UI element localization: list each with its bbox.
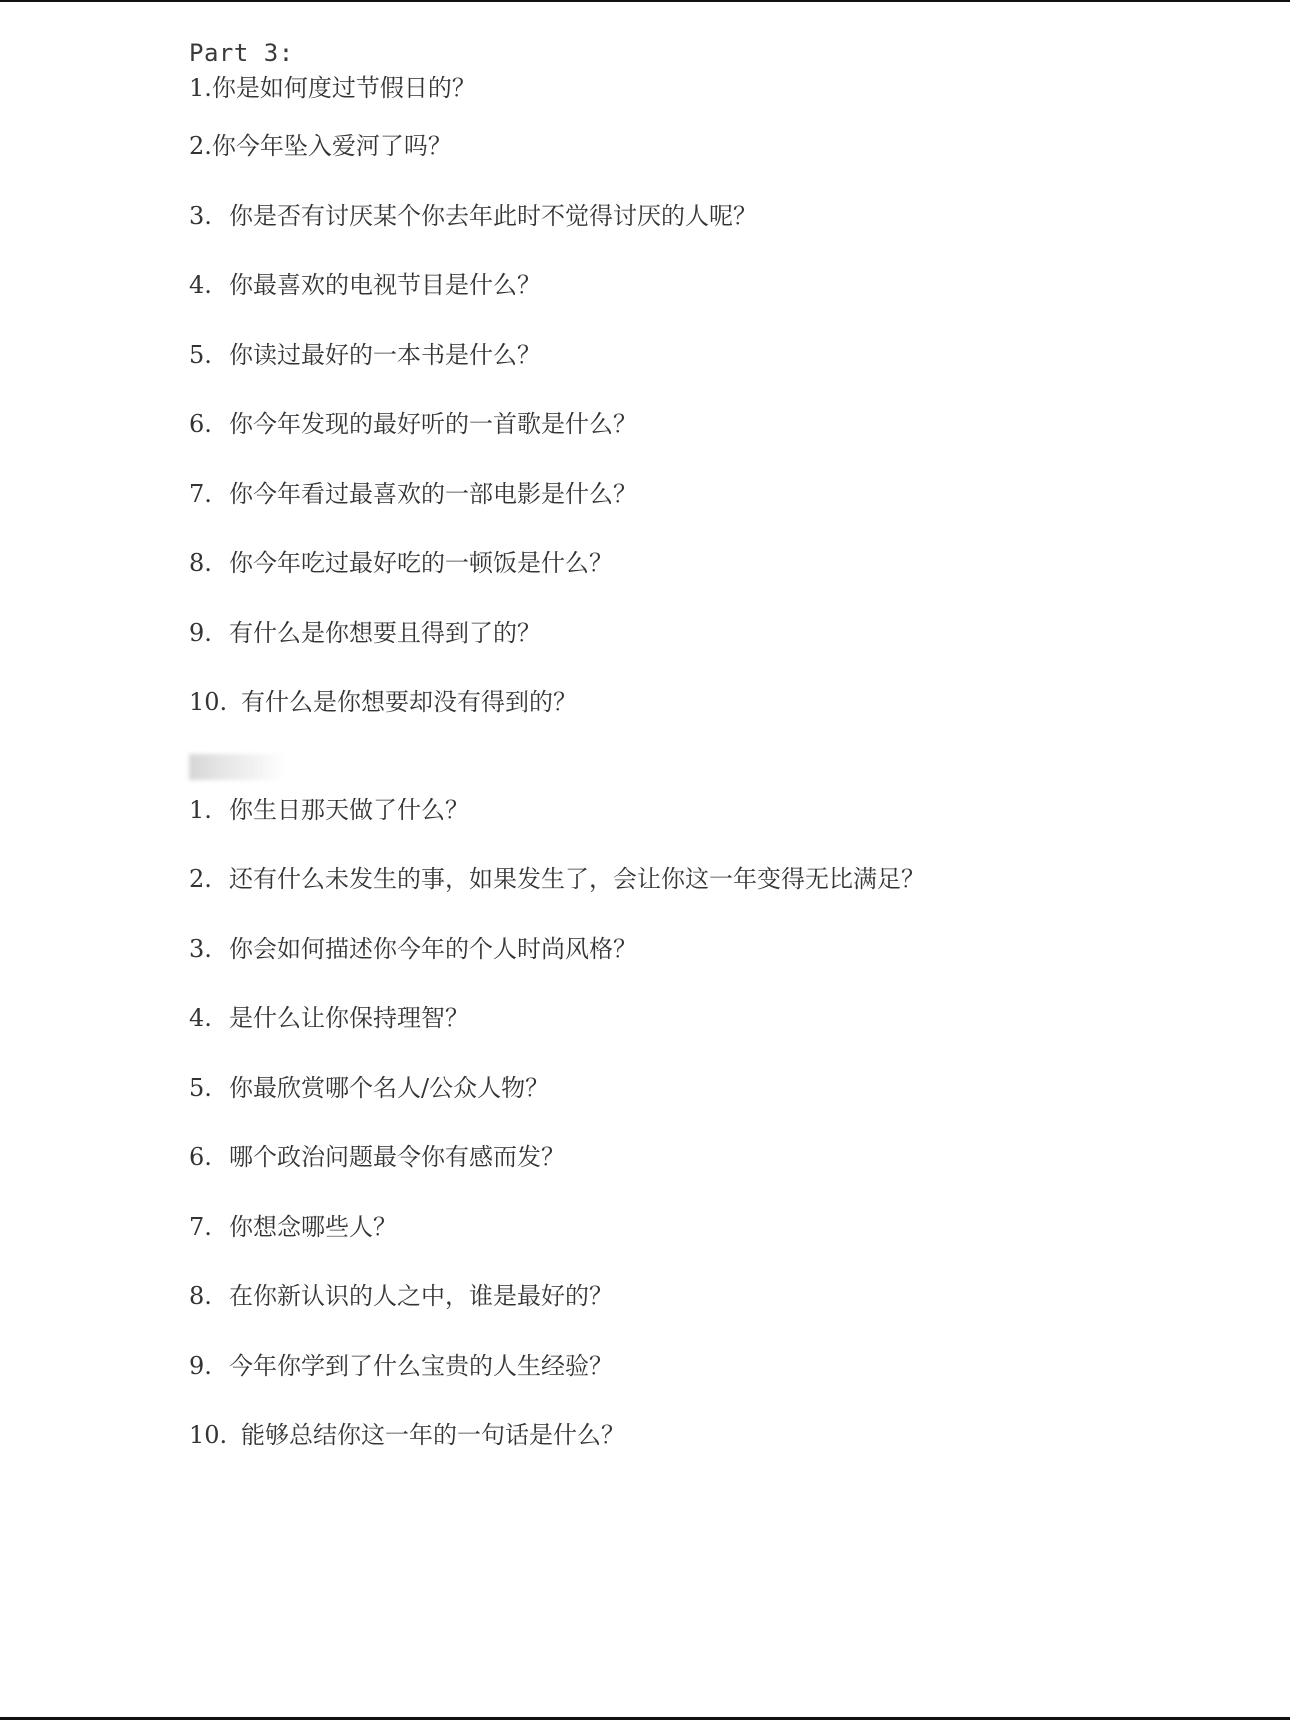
question-text: 哪个政治问题最令你有感而发？ [229,1143,565,1171]
question-text: 你是如何度过节假日的？ [211,74,476,102]
question-number: 4. [189,1004,212,1032]
question-number: 2. [189,132,212,160]
question-number: 5. [189,1073,212,1102]
question-item [189,1000,1229,1070]
question-item [189,267,1229,337]
question-text: 你今年看过最喜欢的一部电影是什么？ [229,479,637,508]
question-text: 能够总结你这一年的一句话是什么？ [241,1421,625,1449]
question-number: 6. [189,1143,212,1171]
question-item [189,931,1229,1001]
question-text: 你最欣赏哪个名人/公众人物？ [229,1073,550,1102]
question-number: 6. [189,410,212,438]
blurred-section-heading [189,754,284,780]
question-text: 你最喜欢的电视节目是什么？ [229,271,541,299]
question-text: 还有什么未发生的事，如果发生了，会让你这一年变得无比满足？ [229,865,925,893]
question-text: 有什么是你想要且得到了的？ [229,618,541,647]
question-text: 你今年吃过最好吃的一顿饭是什么？ [229,549,613,577]
question-text: 你想念哪些人？ [229,1212,397,1241]
section-heading-part-3: Part 3: [189,39,294,67]
question-item [189,198,1229,268]
question-text: 有什么是你想要却没有得到的？ [241,688,577,716]
question-number: 5. [189,340,212,369]
document-body [189,36,1229,1487]
question-number: 3. [189,201,212,230]
question-text: 今年你学到了什么宝贵的人生经验？ [229,1351,613,1380]
question-item [189,1070,1229,1140]
question-number: 10. [189,688,228,716]
question-item [189,615,1229,685]
question-number: 8. [189,1282,212,1310]
question-number: 4. [189,271,212,299]
question-item [189,1139,1229,1209]
question-item [189,406,1229,476]
question-number: 8. [189,549,212,577]
question-list-part-4 [189,792,1229,1487]
question-item [189,545,1229,615]
question-item [189,128,1229,198]
top-border [0,0,1290,2]
question-list-part-3 [189,70,1229,754]
question-number: 9. [189,1351,212,1380]
question-item [189,684,1229,754]
question-item [189,792,1229,862]
question-text: 你读过最好的一本书是什么？ [229,340,541,369]
question-number: 1. [189,74,212,102]
question-number: 3. [189,934,212,963]
question-item [189,1278,1229,1348]
question-item [189,70,1229,128]
question-item [189,1348,1229,1418]
question-text: 你今年发现的最好听的一首歌是什么？ [229,410,637,438]
question-item [189,1209,1229,1279]
question-number: 9. [189,618,212,647]
question-number: 7. [189,1212,212,1241]
question-number: 10. [189,1421,228,1449]
question-text: 你生日那天做了什么？ [229,795,469,824]
question-number: 2. [189,865,212,893]
question-text: 你今年坠入爱河了吗？ [211,132,452,160]
question-item [189,1417,1229,1487]
question-text: 在你新认识的人之中，谁是最好的？ [229,1282,613,1310]
question-text: 是什么让你保持理智？ [229,1004,469,1032]
question-item [189,337,1229,407]
question-text: 你会如何描述你今年的个人时尚风格？ [229,934,637,963]
question-item [189,476,1229,546]
question-item [189,861,1229,931]
question-number: 1. [189,795,212,824]
question-number: 7. [189,479,212,508]
question-text: 你是否有讨厌某个你去年此时不觉得讨厌的人呢？ [229,201,757,230]
